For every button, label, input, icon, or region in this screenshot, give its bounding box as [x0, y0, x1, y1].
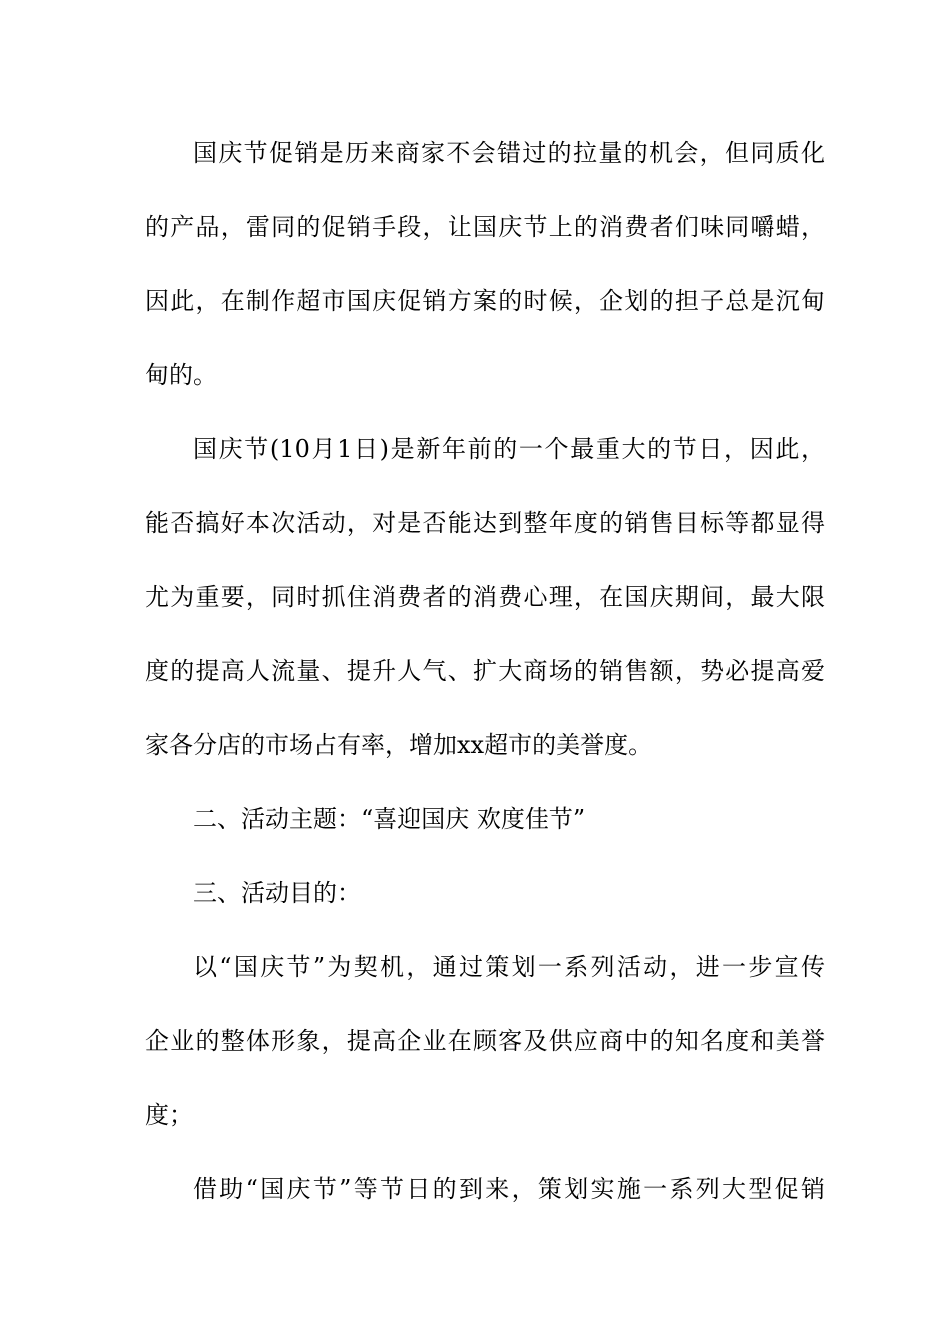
paragraph-2-line-2: 能否搞好本次活动，对是否能达到整年度的销售目标等都显得 — [145, 509, 825, 537]
paragraph-2-line-4: 度的提高人流量、提升人气、扩大商场的销售额，势必提高爱 — [145, 657, 825, 685]
paragraph-3-line-3: 度； — [145, 1101, 193, 1129]
paragraph-1-line-4: 甸的。 — [145, 361, 217, 389]
section-heading-theme: 二、活动主题：“喜迎国庆 欢度佳节” — [193, 805, 586, 833]
paragraph-2-line-5: 家各分店的市场占有率，增加xx超市的美誉度。 — [145, 731, 653, 759]
paragraph-1-line-1: 国庆节促销是历来商家不会错过的拉量的机会，但同质化 — [193, 139, 825, 167]
paragraph-2-line-1: 国庆节(10月1日)是新年前的一个最重大的节日，因此， — [193, 435, 825, 463]
paragraph-1-line-2: 的产品，雷同的促销手段，让国庆节上的消费者们味同嚼蜡， — [145, 213, 825, 241]
paragraph-3-line-1: 以“国庆节”为契机，通过策划一系列活动，进一步宣传 — [193, 953, 825, 981]
paragraph-1-line-3: 因此，在制作超市国庆促销方案的时候，企划的担子总是沉甸 — [145, 287, 825, 315]
paragraph-4-line-1: 借助“国庆节”等节日的到来，策划实施一系列大型促销 — [193, 1175, 825, 1203]
section-heading-purpose: 三、活动目的： — [193, 879, 361, 907]
paragraph-2-line-3: 尤为重要，同时抓住消费者的消费心理，在国庆期间，最大限 — [145, 583, 825, 611]
paragraph-3-line-2: 企业的整体形象，提高企业在顾客及供应商中的知名度和美誉 — [145, 1027, 825, 1055]
